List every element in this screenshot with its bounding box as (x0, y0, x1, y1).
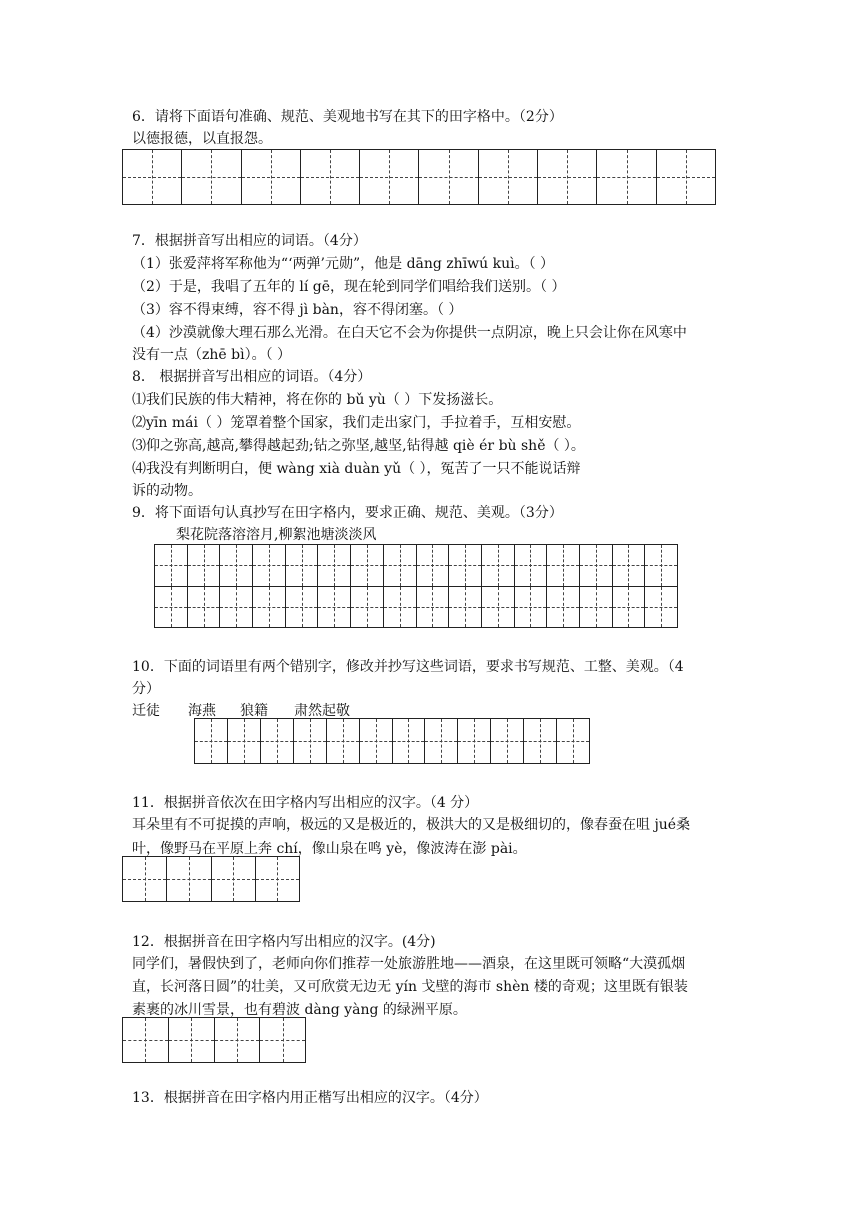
tianzige-cell[interactable] (523, 719, 556, 763)
tianzige-cell[interactable] (123, 857, 166, 901)
tianzige-cell[interactable] (481, 587, 514, 628)
tianzige-cell[interactable] (260, 719, 293, 763)
tianzige-cell[interactable] (168, 1018, 214, 1062)
q12-passage-line-3: 素裹的冰川雪景，也有碧波 dàng yàng 的绿洲平原。 (132, 1002, 467, 1018)
grid-row (155, 545, 677, 586)
tianzige-cell[interactable] (612, 545, 645, 586)
tianzige-cell[interactable] (481, 545, 514, 586)
tianzige-cell[interactable] (155, 545, 187, 586)
tianzige-cell[interactable] (596, 150, 655, 204)
tianzige-cell[interactable] (219, 545, 252, 586)
q7-item-3: （3）容不得束缚，容不得 jì bàn，容不得闭塞。（ ） (132, 302, 463, 318)
q6-writing-grid[interactable] (122, 149, 716, 205)
tianzige-cell[interactable] (293, 719, 326, 763)
q9-sentence: 梨花院落溶溶月,柳絮池塘淡淡风 (176, 527, 377, 543)
q8-item-4: ⑷我没有判断明白，便 wàng xià duàn yǔ（ ），冤苦了一只不能说话辩 (132, 461, 581, 477)
q8-item-3: ⑶仰之弥高,越高,攀得越起劲;钻之弥坚,越坚,钻得越 qiè ér bù shě（ ）。 (132, 438, 585, 454)
q7-item-2: （2）于是，我唱了五年的 lí gē，现在轮到同学们唱给我们送别。（ ） (132, 279, 566, 295)
tianzige-cell[interactable] (448, 587, 481, 628)
q11-title: 11．根据拼音依次在田字格内写出相应的汉字。（4 分） (132, 795, 479, 811)
tianzige-cell[interactable] (241, 150, 300, 204)
q10-word-4: 肃然起敬 (294, 703, 350, 719)
q10-word-2: 海燕 (188, 703, 216, 719)
tianzige-cell[interactable] (514, 587, 547, 628)
q6-title: 6．请将下面语句准确、规范、美观地书写在其下的田字格中。（2分） (132, 109, 563, 125)
tianzige-cell[interactable] (416, 545, 449, 586)
q12-writing-grid[interactable] (122, 1017, 306, 1063)
q10-title-cont: 分） (132, 681, 160, 697)
tianzige-cell[interactable] (300, 150, 359, 204)
tianzige-cell[interactable] (166, 857, 210, 901)
q11-writing-grid[interactable] (122, 856, 300, 902)
q12-passage-line-1: 同学们，暑假快到了，老师向你们推荐一处旅游胜地——酒泉，在这里既可领略“大漠孤烟 (132, 956, 686, 972)
tianzige-cell[interactable] (392, 719, 425, 763)
tianzige-cell[interactable] (211, 857, 255, 901)
tianzige-cell[interactable] (123, 150, 181, 204)
tianzige-cell[interactable] (359, 150, 418, 204)
tianzige-cell[interactable] (383, 545, 416, 586)
tianzige-cell[interactable] (556, 719, 589, 763)
grid-row (123, 1018, 305, 1062)
q7-title: 7．根据拼音写出相应的词语。（4分） (132, 233, 367, 249)
q7-item-1: （1）张爱萍将军称他为“‘两弹’元勋”，他是 dāng zhīwú kuì。（ ） (132, 256, 555, 272)
q11-passage-line-2: 叶，像野马在平原上奔 chí，像山泉在鸣 yè，像波涛在澎 pài。 (132, 841, 527, 857)
tianzige-cell[interactable] (490, 719, 523, 763)
grid-row (123, 150, 715, 204)
tianzige-cell[interactable] (644, 587, 677, 628)
tianzige-cell[interactable] (644, 545, 677, 586)
tianzige-cell[interactable] (612, 587, 645, 628)
q13-title: 13．根据拼音在田字格内用正楷写出相应的汉字。（4分） (132, 1090, 488, 1106)
tianzige-cell[interactable] (181, 150, 240, 204)
q8-item-2: ⑵yīn mái（ ）笼罩着整个国家，我们走出家门，手拉着手，互相安慰。 (132, 415, 581, 431)
tianzige-cell[interactable] (383, 587, 416, 628)
tianzige-cell[interactable] (123, 1018, 168, 1062)
tianzige-cell[interactable] (195, 719, 227, 763)
tianzige-cell[interactable] (155, 587, 187, 628)
tianzige-cell[interactable] (350, 545, 383, 586)
tianzige-cell[interactable] (514, 545, 547, 586)
q8-item-1: ⑴我们民族的伟大精神，将在你的 bǔ yù（ ）下发扬滋长。 (132, 392, 503, 408)
q12-title: 12．根据拼音在田字格内写出相应的汉字。(4分) (132, 934, 436, 950)
q8-item-4-cont: 诉的动物。 (132, 483, 202, 499)
q10-word-3: 狼籍 (240, 703, 268, 719)
tianzige-cell[interactable] (478, 150, 537, 204)
tianzige-cell[interactable] (579, 587, 612, 628)
grid-row (155, 586, 677, 628)
tianzige-cell[interactable] (252, 587, 285, 628)
tianzige-cell[interactable] (359, 719, 392, 763)
q10-word-1: 迁徒 (132, 703, 160, 719)
grid-row (195, 719, 589, 763)
q7-item-4: （4）沙漠就像大理石那么光滑。在白天它不会为你提供一点阴凉，晚上只会让你在风寒中 (132, 325, 687, 341)
q12-passage-line-2: 直，长河落日圆”的壮美，又可欣赏无边无 yín 戈壁的海市 shèn 楼的奇观；这里既有银装 (132, 979, 688, 995)
tianzige-cell[interactable] (255, 857, 299, 901)
tianzige-cell[interactable] (457, 719, 490, 763)
tianzige-cell[interactable] (326, 719, 359, 763)
tianzige-cell[interactable] (187, 587, 220, 628)
tianzige-cell[interactable] (259, 1018, 305, 1062)
tianzige-cell[interactable] (656, 150, 715, 204)
tianzige-cell[interactable] (252, 545, 285, 586)
tianzige-cell[interactable] (350, 587, 383, 628)
tianzige-cell[interactable] (187, 545, 220, 586)
tianzige-cell[interactable] (448, 545, 481, 586)
tianzige-cell[interactable] (546, 587, 579, 628)
tianzige-cell[interactable] (424, 719, 457, 763)
tianzige-cell[interactable] (214, 1018, 260, 1062)
tianzige-cell[interactable] (418, 150, 477, 204)
tianzige-cell[interactable] (285, 587, 318, 628)
q10-writing-grid[interactable] (194, 718, 590, 764)
q9-title: 9．将下面语句认真抄写在田字格内，要求正确、规范、美观。（3分） (132, 505, 563, 521)
q10-title: 10．下面的词语里有两个错别字，修改并抄写这些词语，要求书写规范、工整、美观。（4 (132, 659, 684, 675)
tianzige-cell[interactable] (546, 545, 579, 586)
q7-item-4-cont: 没有一点（zhē bì）。（ ） (132, 347, 292, 363)
grid-row (123, 857, 299, 901)
q9-writing-grid[interactable] (154, 544, 678, 628)
q6-sentence: 以德报德，以直报怨。 (132, 131, 272, 147)
tianzige-cell[interactable] (317, 545, 350, 586)
tianzige-cell[interactable] (219, 587, 252, 628)
tianzige-cell[interactable] (579, 545, 612, 586)
tianzige-cell[interactable] (537, 150, 596, 204)
q11-passage-line-1: 耳朵里有不可捉摸的声响，极远的又是极近的，极洪大的又是极细切的，像春蚕在咀 jué桑 (132, 817, 691, 833)
tianzige-cell[interactable] (317, 587, 350, 628)
tianzige-cell[interactable] (227, 719, 260, 763)
q8-title: 8． 根据拼音写出相应的词语。（4分） (132, 369, 372, 385)
tianzige-cell[interactable] (285, 545, 318, 586)
tianzige-cell[interactable] (416, 587, 449, 628)
